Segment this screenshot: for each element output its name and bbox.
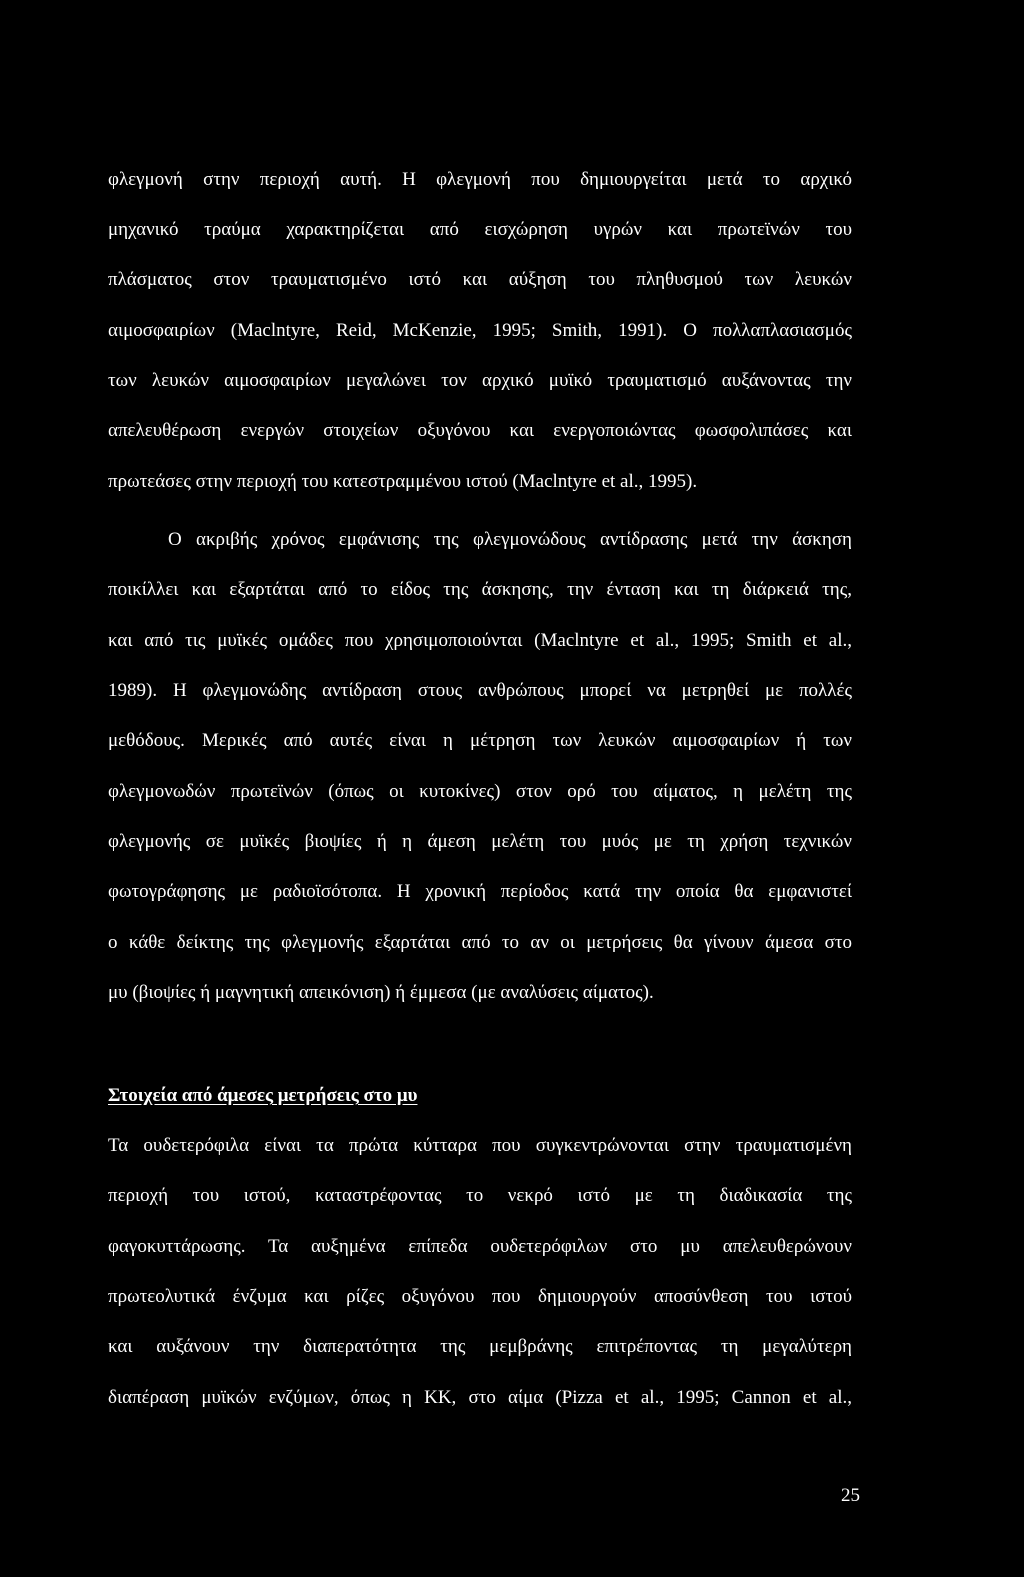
text-line: πλάσματος στον τραυματισμένο ιστό και αύξηση του πληθυσμού των λευκών	[108, 269, 852, 290]
text-line: αιμοσφαιρίων (Maclntyre, Reid, McKenzie, 1995; Smith, 1991). Ο πολλαπλασιασμός	[108, 320, 852, 341]
text-line: και από τις μυϊκές ομάδες που χρησιμοποιούνται (Maclntyre et al., 1995; Smith et al.,	[108, 630, 852, 651]
text-line: πρωτεολυτικά ένζυμα και ρίζες οξυγόνου που δημιουργούν αποσύνθεση του ιστού	[108, 1286, 852, 1307]
text-line: των λευκών αιμοσφαιρίων μεγαλώνει τον αρχικό μυϊκό τραυματισμό αυξάνοντας την	[108, 370, 852, 391]
page-number: 25	[841, 1485, 860, 1506]
text-line: διαπέραση μυϊκών ενζύμων, όπως η ΚΚ, στο αίμα (Pizza et al., 1995; Cannon et al.,	[108, 1387, 852, 1408]
text-line: φλεγμονή στην περιοχή αυτή. Η φλεγμονή που δημιουργείται μετά το αρχικό	[108, 169, 852, 190]
text-line: φαγοκυττάρωσης. Τα αυξημένα επίπεδα ουδετερόφιλων στο μυ απελευθερώνουν	[108, 1236, 852, 1257]
text-line: απελευθέρωση ενεργών στοιχείων οξυγόνου και ενεργοποιώντας φωσφολιπάσες και	[108, 420, 852, 441]
text-line: μυ (βιοψίες ή μαγνητική απεικόνιση) ή έμμεσα (με αναλύσεις αίματος).	[108, 982, 654, 1003]
text-line: φωτογράφησης με ραδιοϊσότοπα. Η χρονική περίοδος κατά την οποία θα εμφανιστεί	[108, 881, 852, 902]
section-heading: Στοιχεία από άμεσες μετρήσεις στο μυ	[108, 1085, 418, 1106]
text-line: Ο ακριβής χρόνος εμφάνισης της φλεγμονώδους αντίδρασης μετά την άσκηση	[168, 529, 852, 550]
text-line: ο κάθε δείκτης της φλεγμονής εξαρτάται από το αν οι μετρήσεις θα γίνουν άμεσα στο	[108, 932, 852, 953]
text-line: και αυξάνουν την διαπερατότητα της μεμβράνης επιτρέποντας τη μεγαλύτερη	[108, 1336, 852, 1357]
text-line: πρωτεάσες στην περιοχή του κατεστραμμένου ιστού (Maclntyre et al., 1995).	[108, 471, 698, 492]
text-line: 1989). Η φλεγμονώδης αντίδραση στους ανθρώπους μπορεί να μετρηθεί με πολλές	[108, 680, 852, 701]
text-line: φλεγμονής σε μυϊκές βιοψίες ή η άμεση μελέτη του μυός με τη χρήση τεχνικών	[108, 831, 852, 852]
text-line: ποικίλλει και εξαρτάται από το είδος της άσκησης, την ένταση και τη διάρκειά της,	[108, 579, 852, 600]
text-line: Τα ουδετερόφιλα είναι τα πρώτα κύτταρα που συγκεντρώνονται στην τραυματισμένη	[108, 1135, 852, 1156]
text-line: μεθόδους. Μερικές από αυτές είναι η μέτρηση των λευκών αιμοσφαιρίων ή των	[108, 730, 852, 751]
text-line: μηχανικό τραύμα χαρακτηρίζεται από εισχώρηση υγρών και πρωτεϊνών του	[108, 219, 852, 240]
text-line: φλεγμονωδών πρωτεϊνών (όπως οι κυτοκίνες) στον ορό του αίματος, η μελέτη της	[108, 781, 852, 802]
text-line: περιοχή του ιστού, καταστρέφοντας το νεκρό ιστό με τη διαδικασία της	[108, 1185, 852, 1206]
